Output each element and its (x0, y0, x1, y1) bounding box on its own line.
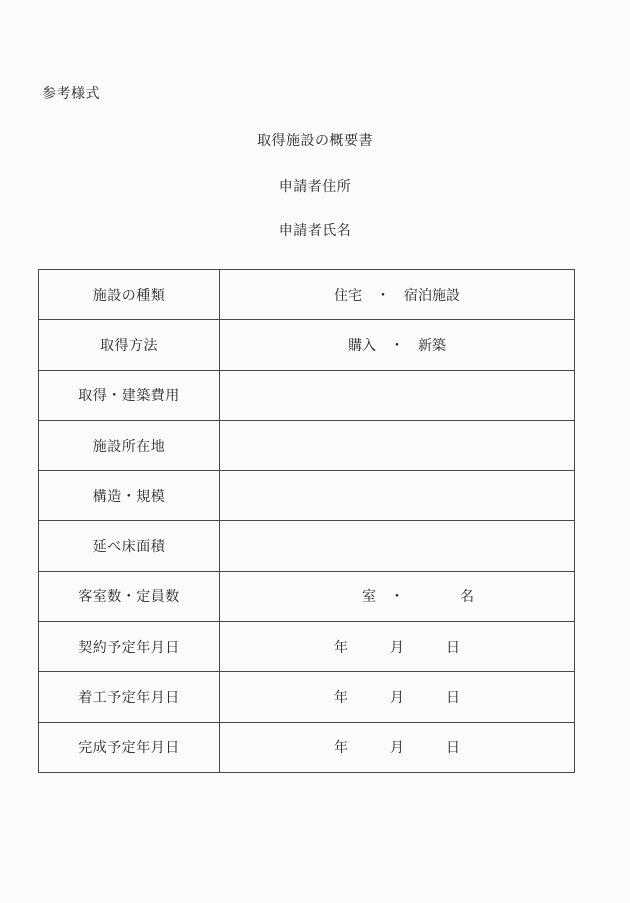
row-value-acquisition-method: 購入 ・ 新築 (220, 320, 575, 370)
table-row (39, 270, 575, 320)
row-value-acquisition-cost (220, 370, 575, 420)
row-value-construction-start-date: 年 月 日 (220, 672, 575, 722)
row-value-facility-location (220, 420, 575, 470)
applicant-name-label: 申請者氏名 (278, 223, 352, 239)
table-row (39, 370, 575, 420)
table-row (39, 672, 575, 722)
row-label-rooms-capacity: 客室数・定員数 (39, 571, 220, 621)
row-label-structure-scale: 構造・規模 (39, 471, 220, 521)
row-value-contract-date: 年 月 日 (220, 622, 575, 672)
row-label-acquisition-cost: 取得・建築費用 (39, 370, 220, 420)
row-label-completion-date: 完成予定年月日 (39, 722, 220, 772)
row-value-total-floor-area (220, 521, 575, 571)
row-value-facility-type: 住宅 ・ 宿泊施設 (220, 270, 575, 320)
table-row (39, 521, 575, 571)
table-row (39, 420, 575, 470)
row-label-facility-location: 施設所在地 (39, 420, 220, 470)
applicant-address-label: 申請者住所 (278, 179, 352, 195)
corner-note: 参考様式 (42, 86, 100, 102)
row-value-completion-date: 年 月 日 (220, 722, 575, 772)
row-label-acquisition-method: 取得方法 (39, 320, 220, 370)
row-value-structure-scale (220, 471, 575, 521)
row-label-total-floor-area: 延べ床面積 (39, 521, 220, 571)
table-row (39, 722, 575, 772)
row-value-rooms-capacity: 室 ・ 名 (220, 571, 575, 621)
table-row (39, 471, 575, 521)
row-label-construction-start-date: 着工予定年月日 (39, 672, 220, 722)
row-label-contract-date: 契約予定年月日 (39, 622, 220, 672)
table-row (39, 571, 575, 621)
table-row (39, 320, 575, 370)
facility-overview-table (38, 269, 575, 773)
document-title: 取得施設の概要書 (257, 133, 373, 149)
row-label-facility-type: 施設の種類 (39, 270, 220, 320)
table-row (39, 622, 575, 672)
